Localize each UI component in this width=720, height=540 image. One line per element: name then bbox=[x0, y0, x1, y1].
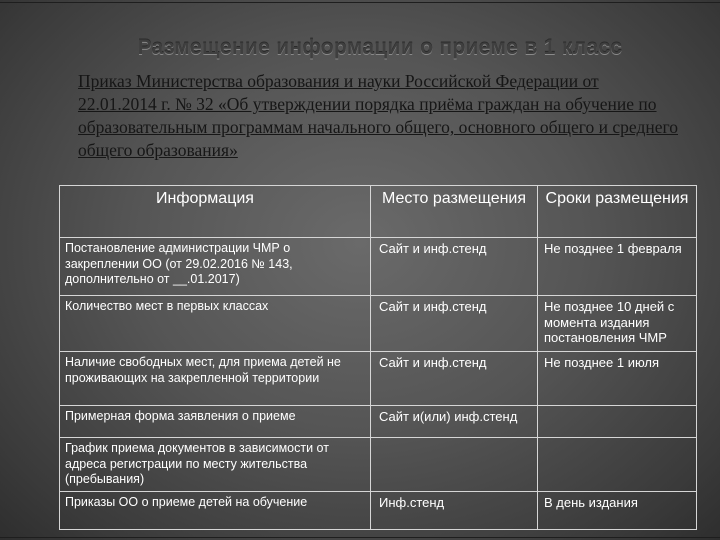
table-row bbox=[60, 238, 697, 296]
cell-place: Сайт и инф.стенд bbox=[371, 296, 538, 352]
decree-link[interactable]: Приказ Министерства образования и науки Российской Федерации от 22.01.2014 г. № 32 «Об утверждении порядка приёма граждан на обучение по образовательным программам начального общего, основного общего и среднего общего образования» bbox=[78, 71, 678, 160]
cell-term: Не позднее 1 июля bbox=[538, 352, 697, 406]
cell-term: В день издания bbox=[538, 492, 697, 530]
cell-place: Сайт и инф.стенд bbox=[371, 352, 538, 406]
info-table bbox=[59, 185, 697, 530]
slide-title: Размещение информации о приеме в 1 класс bbox=[137, 36, 623, 59]
header-term: Сроки размещения bbox=[538, 186, 697, 238]
table-row bbox=[60, 438, 697, 492]
cell-info: Количество мест в первых классах bbox=[60, 296, 371, 352]
cell-info: График приема документов в зависимости от адреса регистрации по месту жительства (пребывания) bbox=[60, 438, 371, 492]
table-row bbox=[60, 492, 697, 530]
cell-info: Постановление администрации ЧМР о закреплении ОО (от 29.02.2016 № 143, дополнительно от __.01.2017) bbox=[60, 238, 371, 296]
cell-term bbox=[538, 406, 697, 438]
cell-term: Не позднее 1 февраля bbox=[538, 238, 697, 296]
cell-info: Примерная форма заявления о приеме bbox=[60, 406, 371, 438]
header-place: Место размещения bbox=[371, 186, 538, 238]
table-row bbox=[60, 296, 697, 352]
top-frame-line bbox=[0, 2, 720, 3]
table-row bbox=[60, 406, 697, 438]
bottom-frame-line bbox=[0, 537, 720, 538]
table-row bbox=[60, 352, 697, 406]
cell-term: Не позднее 10 дней с момента издания постановления ЧМР bbox=[538, 296, 697, 352]
cell-place bbox=[371, 438, 538, 492]
cell-term bbox=[538, 438, 697, 492]
cell-info: Приказы ОО о приеме детей на обучение bbox=[60, 492, 371, 530]
cell-info: Наличие свободных мест, для приема детей не проживающих на закрепленной территории bbox=[60, 352, 371, 406]
cell-place: Сайт и(или) инф.стенд bbox=[371, 406, 538, 438]
cell-place: Сайт и инф.стенд bbox=[371, 238, 538, 296]
cell-place: Инф.стенд bbox=[371, 492, 538, 530]
table-header-row bbox=[60, 186, 697, 238]
header-info: Информация bbox=[60, 186, 371, 238]
